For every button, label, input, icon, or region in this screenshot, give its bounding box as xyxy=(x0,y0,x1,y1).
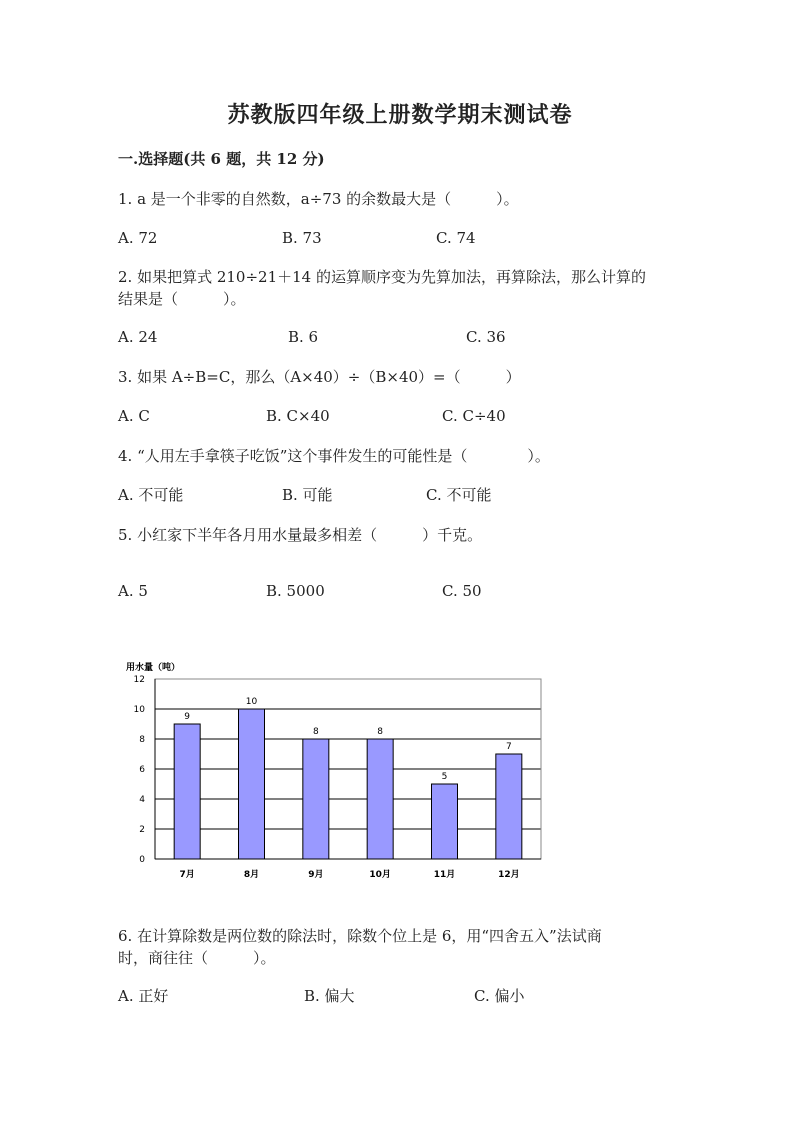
question-3-option-a: A. C xyxy=(118,407,150,425)
question-1-option-c: C. 74 xyxy=(436,229,476,247)
x-tick-label: 11月 xyxy=(433,870,456,880)
question-6-stem-line-1: 6. 在计算除数是两位数的除法时，除数个位上是 6，用“四舍五入”法试商 xyxy=(118,927,602,945)
water-usage-bar-chart xyxy=(118,655,558,885)
question-6-option-b: B. 偏大 xyxy=(304,987,355,1005)
question-4-option-b: B. 可能 xyxy=(282,486,333,504)
bar xyxy=(432,784,458,859)
question-6-option-c: C. 偏小 xyxy=(474,987,525,1005)
y-tick-label: 8 xyxy=(139,735,145,745)
section-heading: 一.选择题(共 6 题，共 12 分) xyxy=(118,150,325,168)
question-4-stem: 4. “人用左手拿筷子吃饭”这个事件发生的可能性是（ ）。 xyxy=(118,447,550,465)
y-tick-label: 6 xyxy=(139,765,145,775)
y-tick-label: 2 xyxy=(139,825,145,835)
question-5-option-b: B. 5000 xyxy=(266,582,325,600)
question-2-option-c: C. 36 xyxy=(466,328,506,346)
question-1-option-b: B. 73 xyxy=(282,229,322,247)
question-3-option-b: B. C×40 xyxy=(266,407,330,425)
question-5-stem: 5. 小红家下半年各月用水量最多相差（ ）千克。 xyxy=(118,526,483,544)
bar-data-label: 8 xyxy=(312,727,319,737)
page-title: 苏教版四年级上册数学期末测试卷 xyxy=(227,102,573,128)
x-tick-label: 12月 xyxy=(498,870,520,880)
y-tick-label: 4 xyxy=(139,795,145,805)
x-tick-label: 8月 xyxy=(243,870,260,880)
question-3-stem: 3. 如果 A÷B=C，那么（A×40）÷（B×40）=（ ） xyxy=(118,368,521,386)
bar xyxy=(303,739,329,859)
question-1-stem: 1. a 是一个非零的自然数，a÷73 的余数最大是（ ）。 xyxy=(118,190,519,208)
y-tick-label: 10 xyxy=(133,705,145,715)
question-2-option-a: A. 24 xyxy=(118,328,158,346)
bar xyxy=(239,709,265,859)
bar-data-label: 9 xyxy=(184,712,191,722)
question-3-option-c: C. C÷40 xyxy=(442,407,506,425)
question-2-stem-line-2: 结果是（ ）。 xyxy=(118,290,246,308)
question-6-stem-line-2: 时，商往往（ ）。 xyxy=(118,949,276,967)
bar-data-label: 10 xyxy=(245,697,258,707)
x-tick-label: 10月 xyxy=(369,870,391,880)
question-2-option-b: B. 6 xyxy=(288,328,319,346)
question-4-option-a: A. 不可能 xyxy=(118,486,184,504)
x-tick-label: 9月 xyxy=(308,870,324,880)
question-4-option-c: C. 不可能 xyxy=(426,486,492,504)
bar xyxy=(496,754,522,859)
bar-data-label: 8 xyxy=(377,727,384,737)
question-1-option-a: A. 72 xyxy=(118,229,158,247)
y-axis-label: 用水量（吨） xyxy=(126,663,181,673)
bar xyxy=(367,739,393,859)
question-2-stem-line-1: 2. 如果把算式 210÷21＋14 的运算顺序变为先算加法，再算除法，那么计算的 xyxy=(118,268,646,286)
bar-data-label: 5 xyxy=(441,772,448,782)
bar-data-label: 7 xyxy=(505,742,512,752)
y-tick-label: 0 xyxy=(139,855,145,865)
question-5-option-c: C. 50 xyxy=(442,582,482,600)
x-tick-label: 7月 xyxy=(179,870,195,880)
question-5-option-a: A. 5 xyxy=(118,582,148,600)
question-6-option-a: A. 正好 xyxy=(118,987,169,1005)
bar xyxy=(174,724,200,859)
y-tick-label: 12 xyxy=(133,675,145,685)
